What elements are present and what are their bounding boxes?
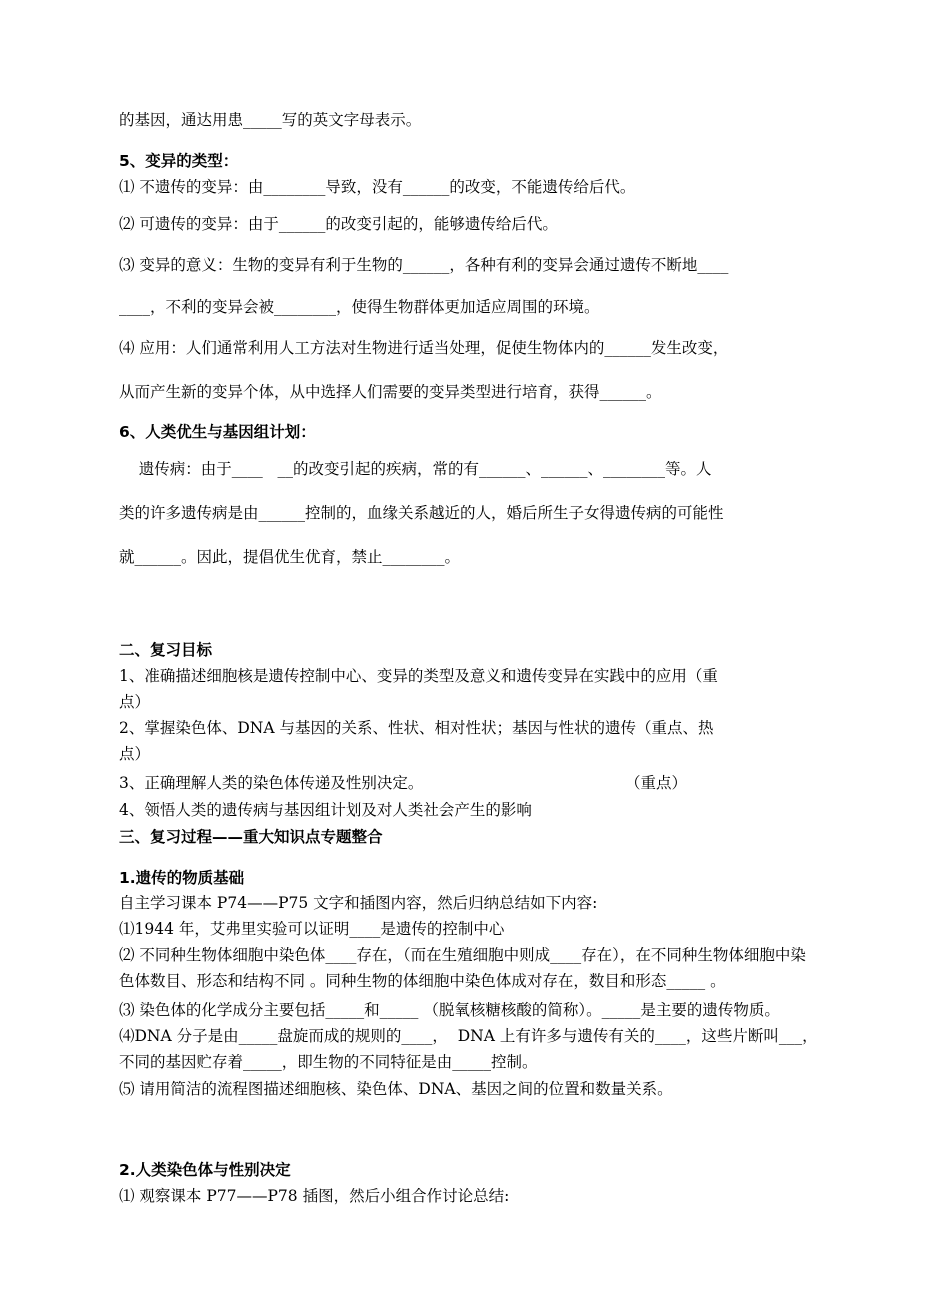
text-line: 点） <box>119 745 151 763</box>
text-line: ⑶ 染色体的化学成分主要包括_____和_____ （脱氧核糖核酸的简称）。_____是主要的遗传物质。 <box>119 1001 780 1019</box>
text-line: ⑶ 变异的意义：生物的变异有利于生物的______，各种有利的变异会通过遗传不断地____ <box>119 256 729 274</box>
heading-eugenics: 6、人类优生与基因组计划： <box>119 423 316 441</box>
text-line: 自主学习课本 P74——P75 文字和插图内容，然后归纳总结如下内容: <box>119 894 598 912</box>
text-line: 类的许多遗传病是由______控制的，血缘关系越近的人，婚后所生子女得遗传病的可能性 <box>119 504 724 522</box>
text-line: ⑷ 应用：人们通常利用人工方法对生物进行适当处理，促使生物体内的______发生改变， <box>119 339 729 357</box>
heading-review-goals: 二、复习目标 <box>119 641 213 659</box>
subheading-material-basis: 1.遗传的物质基础 <box>119 869 245 887</box>
text-line: 点） <box>119 693 151 711</box>
text-line: 3、正确理解人类的染色体传递及性别决定。 <box>119 774 424 792</box>
text-line: ⑴ 观察课本 P77——P78 插图，然后小组合作讨论总结: <box>119 1187 510 1205</box>
text-line: 不同的基因贮存着_____，即生物的不同特征是由_____控制。 <box>119 1053 538 1071</box>
text-line: 从而产生新的变异个体，从中选择人们需要的变异类型进行培育，获得______。 <box>119 383 662 401</box>
subheading-chromosome-sex: 2.人类染色体与性别决定 <box>119 1161 291 1179</box>
heading-variation-types: 5、变异的类型： <box>119 152 239 170</box>
text-line: 1、准确描述细胞核是遗传控制中心、变异的类型及意义和遗传变异在实践中的应用（重 <box>119 667 718 685</box>
text-line: 2、掌握染色体、DNA 与基因的关系、性状、相对性状；基因与性状的遗传（重点、热 <box>119 719 714 737</box>
heading-review-process: 三、复习过程——重大知识点专题整合 <box>119 828 383 846</box>
text-line: ____，不利的变异会被________，使得生物群体更加适应周围的环境。 <box>119 298 600 316</box>
text-line: ⑴ 不遗传的变异：由________导致，没有______的改变，不能遗传给后代。 <box>119 178 636 196</box>
text-line: ⑵ 可遗传的变异：由于______的改变引起的，能够遗传给后代。 <box>119 215 558 233</box>
text-line: 4、领悟人类的遗传病与基因组计划及对人类社会产生的影响 <box>119 801 532 819</box>
text-line: 的基因，通达用患_____写的英文字母表示。 <box>119 111 422 129</box>
key-point-tag: （重点） <box>625 774 688 792</box>
text-line: 就______。因此，提倡优生优育，禁止________。 <box>119 548 461 566</box>
text-line: ⑷DNA 分子是由_____盘旋而成的规则的____， DNA 上有许多与遗传有关的____，这些片断叫___， <box>119 1027 818 1045</box>
text-line: ⑵ 不同种生物体细胞中染色体____存在，（而在生殖细胞中则成____存在），在不同种生物体细胞中染 <box>119 946 806 964</box>
text-line: ⑸ 请用简洁的流程图描述细胞核、染色体、DNA、基因之间的位置和数量关系。 <box>119 1080 673 1098</box>
text-line: 遗传病：由于____ __的改变引起的疾病，常的有______、______、________等。人 <box>119 460 712 478</box>
text-line: 色体数目、形态和结构不同 。同种生物的体细胞中染色体成对存在，数目和形态_____ 。 <box>119 972 726 990</box>
text-line: ⑴1944 年，艾弗里实验可以证明____是遗传的控制中心 <box>119 920 505 938</box>
